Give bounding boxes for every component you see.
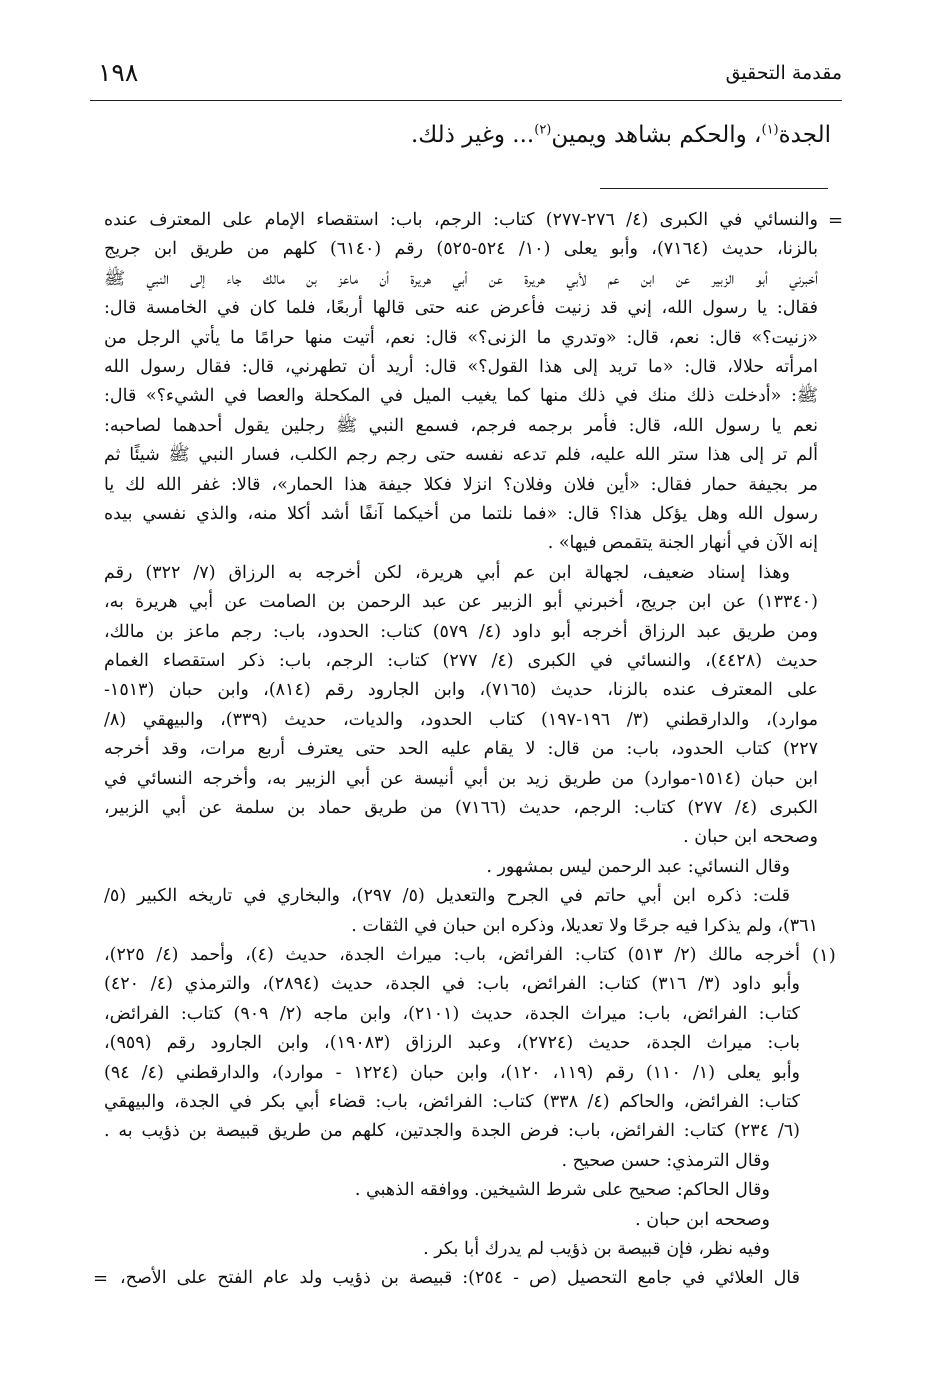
- footnote-line: أخرجه مالك (٢/ ٥١٣) كتاب: الفرائض، باب: ميراث الجدة، حديث (٤)، وأحمد (٤/ ٢٢٥)،: [104, 945, 800, 965]
- footnote-line: وقال النسائي: عبد الرحمن ليس بمشهور .: [486, 856, 790, 877]
- footnote-line: كتاب: الفرائض، والحاكم (٤/ ٣٣٨) كتاب: الفرائض، باب: قضاء أبي بكر في الجدة، والبيهقي: [104, 1092, 800, 1112]
- continues-next-page-mark: =: [93, 1268, 109, 1289]
- footnote-line: (١٣٣٤٠) عن ابن جريج، أخبرني أبو الزبير عن عبد الرحمن بن الصامت عن أبي هريرة به،: [104, 592, 818, 613]
- footnote-line: باب: ميراث الجدة، حديث (٢٧٢٤)، وعبد الرزاق (١٩٠٨٣)، وابن الجارود رقم (٩٥٩)،: [104, 1033, 800, 1054]
- footnote-line: رسول الله وهل يؤكل هذا؟ قال: «فما نلتما من أخيكما آنفًا أشد أكلا منه، والذي نفسي بيده: [104, 504, 818, 524]
- footnote-line: قلت: ذكره ابن أبي حاتم في الجرح والتعديل (٥/ ٢٩٧)، والبخاري في تاريخه الكبير (٥/: [104, 886, 790, 907]
- continuation-mark: =: [828, 210, 844, 231]
- body-text: ، والحكم بشاهد ويمين: [551, 122, 762, 148]
- footnote-line: وأبو داود (٣/ ٣١٦) كتاب: الفرائض، باب: في الجدة، حديث (٢٨٩٤)، والترمذي (٤/ ٤٢٠): [104, 974, 800, 995]
- footnote-line: والنسائي في الكبرى (٤/ ٢٧٦-٢٧٧) كتاب: الرجم، باب: استقصاء الإمام على المعترف عنده: [104, 210, 818, 230]
- header-rule: [90, 100, 842, 101]
- footnote-line: ﷺ: «أدخلت ذلك منك في ذلك منها كما يغيب الميل في المكحلة والعصا في الشيء؟» قال:: [104, 386, 818, 407]
- body-text-line: [411, 122, 831, 148]
- body-text: الجدة: [778, 122, 831, 148]
- footnote-line: ومن طريق عبد الرزاق أخرجه أبو داود (٤/ ٥٧٩) كتاب: الحدود، باب: رجم ماعز بن مالك،: [104, 621, 818, 642]
- footnote-1-marker: (١): [812, 945, 836, 966]
- footnote-line: الكبرى (٤/ ٢٧٧) كتاب: الرجم، حديث (٧١٦٦) من طريق حماد بن سلمة عن أبي الزبير،: [104, 798, 818, 818]
- page-number: ١٩٨: [98, 58, 139, 87]
- footnote-line: أخبرني أبو الزبير عن ابن عم لأبي هريرة عن أبي هريرة أن ماعز بن مالك جاء إلى النبي ﷺ: [104, 268, 818, 289]
- footnote-line: قال العلائي في جامع التحصيل (ص - ٢٥٤): قبيصة بن ذؤيب ولد عام الفتح على الأصح،: [120, 1268, 800, 1289]
- footnote-line: على المعترف عنده بالزنا، حديث (٧١٦٥)، وابن الجارود رقم (٨١٤)، وابن حبان (١٥١٣-: [104, 680, 818, 701]
- footnote-line: ٢٢٧) كتاب الحدود، باب: من قال: لا يقام عليه الحد حتى يعترف أربع مرات، وقد أخرجه: [104, 739, 818, 760]
- footnote-line: وقال الترمذي: حسن صحيح .: [561, 1150, 770, 1171]
- footnote-line: امرأته حلالا، قال: «ما تريد إلى هذا القول؟» قال: أريد أن تطهرني، قال: فقال رسول الله: [104, 357, 818, 377]
- footnote-ref-1: (١): [761, 122, 779, 138]
- footnote-line: موارد)، والدارقطني (٣/ ١٩٦-١٩٧) كتاب الحدود، والديات، حديث (٣٣٩)، والبيهقي (٨/: [104, 709, 818, 730]
- footnote-line: ألم تر إلى هذا ستر الله عليه، فلم تدعه نفسه حتى رجم رجم الكلب، فسار النبي ﷺ شيئًا ثم: [104, 445, 818, 466]
- footnote-line: كتاب: الفرائض، باب: ميراث الجدة، حديث (٢١٠١)، وابن ماجه (٢/ ٩٠٩) كتاب: الفرائض،: [104, 1003, 800, 1024]
- running-title: مقدمة التحقيق: [725, 62, 842, 84]
- footnote-ref-2: (٢): [534, 122, 552, 138]
- body-text: ... وغير ذلك.: [410, 122, 535, 148]
- footnote-separator: [600, 188, 828, 189]
- footnote-line: (٦/ ٢٣٤) كتاب: الفرائض، باب: فرض الجدة والجدتين، كلهم من طريق قبيصة بن ذؤيب به .: [104, 1121, 800, 1142]
- footnote-line: ٣٦١)، ولم يذكرا فيه جرحًا ولا تعديلا، وذكره ابن حبان في الثقات .: [351, 915, 818, 936]
- footnote-line: وهذا إسناد ضعيف، لجهالة ابن عم أبي هريرة، لكن أخرجه به الرزاق (٧/ ٣٢٢) رقم: [104, 562, 790, 583]
- footnote-line: إنه الآن في أنهار الجنة يتقمص فيها» .: [547, 533, 818, 554]
- footnote-line: وصححه ابن حبان .: [683, 827, 818, 848]
- footnote-line: فقال: يا رسول الله، إني قد زنيت فأعرض عنه حتى قالها أربعًا، فلما كان في الخامسة قال:: [104, 298, 818, 319]
- footnote-line: حديث (٤٤٢٨)، والنسائي في الكبرى (٤/ ٢٧٧) كتاب: الرجم، باب: ذكر استقصاء الغمام: [104, 651, 818, 671]
- footnote-line: وأبو يعلى (١/ ١١٠) رقم (١١٩، ١٢٠)، وابن حبان (١٢٢٤ - موارد)، والدارقطني (٤/ ٩٤): [104, 1062, 800, 1083]
- footnote-line: مر بجيفة حمار فقال: «أين فلان وفلان؟ انزلا فكلا جيفة هذا الحمار»، قالا: غفر الله لك يا: [104, 474, 818, 495]
- footnote-line: ابن حبان (١٥١٤-موارد) من طريق زيد بن أبي أنيسة عن أبي الزبير به، وأخرجه النسائي في: [104, 768, 818, 789]
- footnote-line: بالزنا، حديث (٧١٦٤)، وأبو يعلى (١٠/ ٥٢٤-٥٢٥) رقم (٦١٤٠) كلهم من طريق ابن جريج: [104, 239, 818, 260]
- footnote-line: وفيه نظر، فإن قبيصة بن ذؤيب لم يدرك أبا بكر .: [423, 1239, 770, 1259]
- footnote-line: «زنيت؟» قال: نعم، قال: «وتدري ما الزنى؟» قال: نعم، أتيت منها حرامًا ما يأتي الرجل من: [104, 327, 818, 348]
- footnote-line: وصححه ابن حبان .: [635, 1209, 770, 1230]
- footnote-line: نعم يا رسول الله، قال: فأمر برجمه فرجم، فسمع النبي ﷺ رجلين يقول أحدهما لصاحبه:: [104, 415, 818, 436]
- footnote-line: وقال الحاكم: صحيح على شرط الشيخين. ووافقه الذهبي .: [354, 1180, 770, 1201]
